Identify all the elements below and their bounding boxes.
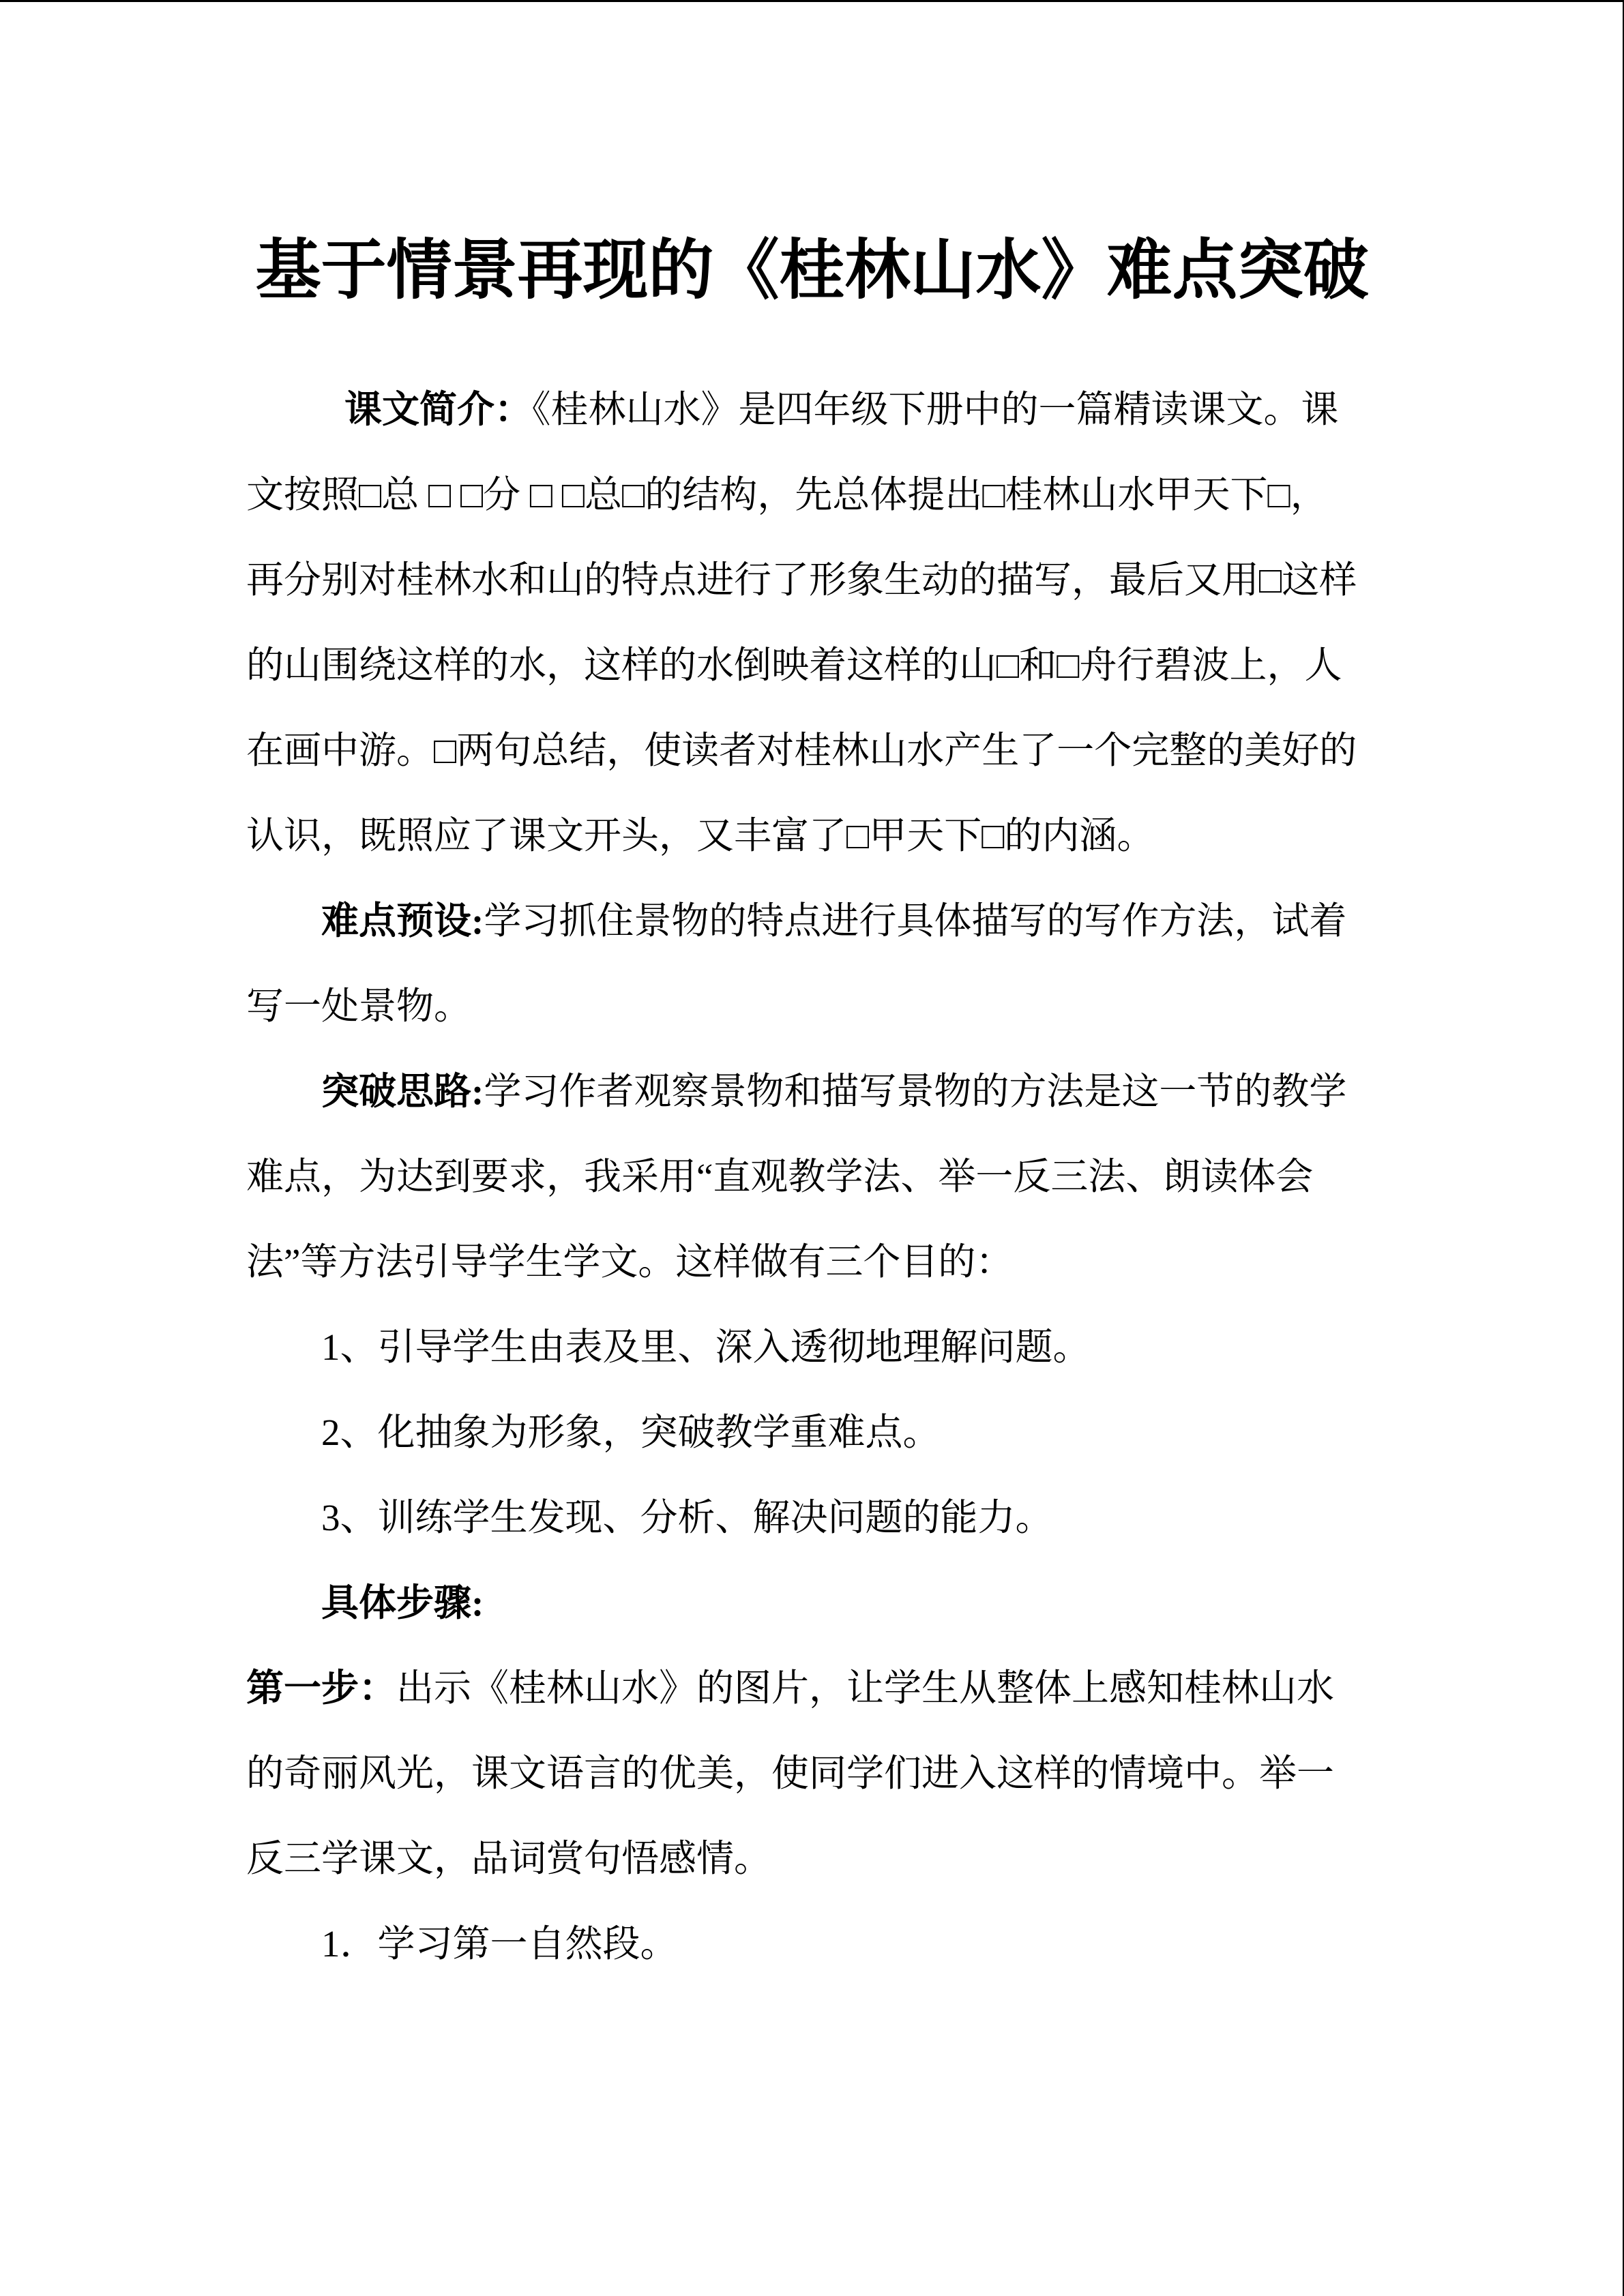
paragraph-line — [246, 878, 1419, 964]
list-item: 2、化抽象为形象，突破教学重难点。 — [321, 1412, 941, 1453]
paragraph-line: 文按照□总 □ □分 □ □总□的结构，先总体提出□桂林山水甲天下□， — [246, 474, 1328, 516]
intro-paragraph — [246, 367, 1419, 878]
paragraph-line: 的奇丽风光，课文语言的优美，使同学们进入这样的情境中。举一 — [246, 1753, 1335, 1794]
paragraph-line: 写一处景物。 — [246, 985, 472, 1027]
line-text: 学习作者观察景物和描写景物的方法是这一节的教学 — [484, 1071, 1347, 1112]
paragraph-line: 再分别对桂林水和山的特点进行了形象生动的描写，最后又用□这样 — [246, 559, 1357, 601]
line-text: 《桂林山水》是四年级下册中的一篇精读课文。课 — [532, 389, 1339, 430]
document-title: 基于情景再现的《桂林山水》难点突破 — [255, 234, 1369, 307]
line-text: 学习抓住景物的特点进行具体描写的写作方法，试着 — [484, 900, 1347, 942]
paragraph-line: 难点，为达到要求，我采用“直观教学法、举一反三法、朗读体会 — [246, 1156, 1314, 1197]
page-top-border — [0, 0, 1624, 2]
paragraph-line: 法”等方法引导学生学文。这样做有三个目的： — [246, 1241, 1014, 1283]
approach-paragraph — [246, 1049, 1419, 1304]
paragraph-line: 认识，既照应了课文开头，又丰富了□甲天下□的内涵。 — [246, 815, 1155, 856]
paragraph-line — [246, 1645, 1419, 1731]
sub-item: 1．学习第一自然段。 — [321, 1923, 678, 1965]
paragraph-line — [246, 367, 1419, 452]
paragraph-line: 反三学课文，品词赏句悟感情。 — [246, 1838, 772, 1879]
step1-paragraph — [246, 1645, 1419, 1901]
difficulty-paragraph — [246, 878, 1419, 1049]
difficulty-label: 难点预设: — [321, 900, 484, 942]
intro-label: 课文简介： — [344, 389, 533, 430]
purposes-list — [246, 1304, 1419, 1560]
paragraph-line: 在画中游。□两句总结，使读者对桂林山水产生了一个完整的美好的 — [246, 730, 1357, 771]
paragraph-line — [246, 1049, 1419, 1134]
step1-label: 第一步： — [246, 1667, 397, 1709]
steps-heading: 具体步骤: — [321, 1582, 484, 1624]
line-text: 出示《桂林山水》的图片，让学生从整体上感知桂林山水 — [396, 1667, 1335, 1709]
approach-label: 突破思路: — [321, 1071, 484, 1112]
list-item: 3、训练学生发现、分析、解决问题的能力。 — [321, 1497, 1053, 1538]
list-item: 1、引导学生由表及里、深入透彻地理解问题。 — [321, 1326, 1091, 1368]
paragraph-line: 的山围绕这样的水，这样的水倒映着这样的山□和□舟行碧波上，人 — [246, 644, 1342, 686]
document-body — [246, 367, 1419, 1986]
